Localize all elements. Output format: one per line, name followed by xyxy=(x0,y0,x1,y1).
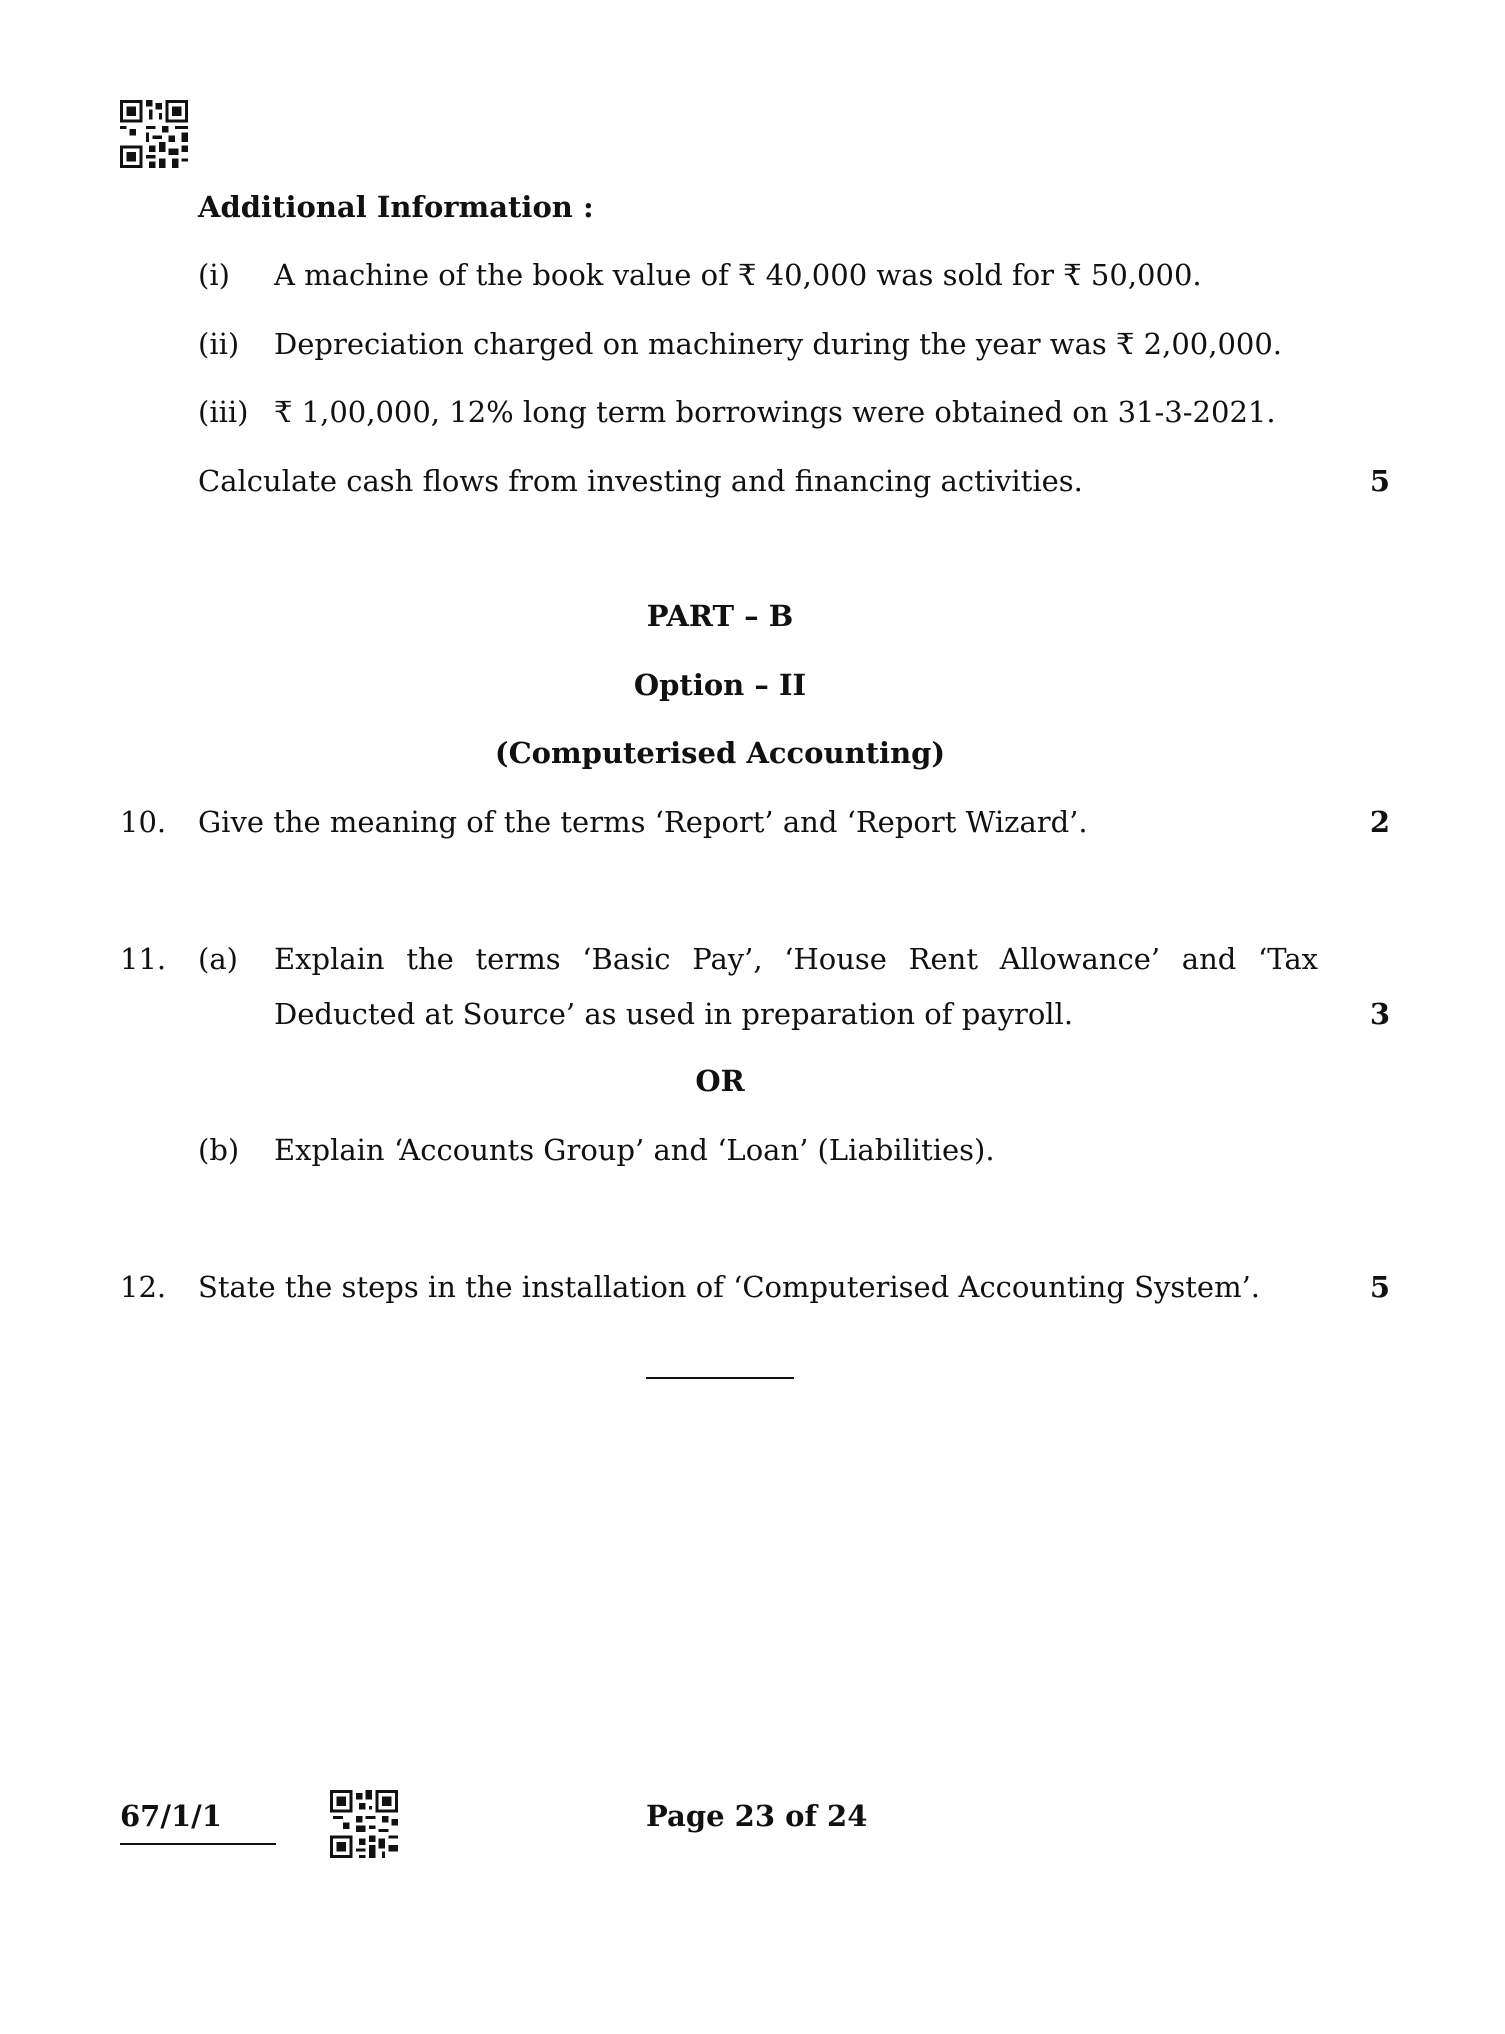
question-text: Give the meaning of the terms ‘Report’ and ‘Report Wizard’. xyxy=(198,805,1088,839)
part-title: PART – B xyxy=(646,599,794,633)
paper-code-underline xyxy=(120,1843,276,1845)
info-question: Calculate cash flows from investing and financing activities. xyxy=(198,464,1083,498)
question-number: 12. xyxy=(120,1270,167,1304)
qr-code-footer xyxy=(330,1790,398,1858)
sub-question-label: (a) xyxy=(198,942,238,976)
question-text: State the steps in the installation of ‘Computerised Accounting System’. xyxy=(198,1270,1261,1304)
marks-label: 5 xyxy=(1369,464,1390,498)
info-item-text: ₹ 1,00,000, 12% long term borrowings were obtained on 31-3-2021. xyxy=(274,395,1276,429)
marks-label: 2 xyxy=(1369,805,1390,839)
end-rule xyxy=(646,1377,794,1379)
info-item-num: (i) xyxy=(198,258,230,292)
marks-label: 5 xyxy=(1369,1270,1390,1304)
sub-question-label: (b) xyxy=(198,1133,240,1167)
info-item-text: A machine of the book value of ₹ 40,000 was sold for ₹ 50,000. xyxy=(274,258,1202,292)
additional-info-heading: Additional Information : xyxy=(198,190,594,224)
or-divider: OR xyxy=(695,1064,745,1098)
question-number: 11. xyxy=(120,942,167,976)
info-item-num: (iii) xyxy=(198,395,249,429)
part-subtitle: (Computerised Accounting) xyxy=(494,736,946,770)
marks-label: 3 xyxy=(1369,997,1390,1031)
question-text: Explain ‘Accounts Group’ and ‘Loan’ (Liabilities). xyxy=(274,1133,995,1167)
question-text: Explain the terms ‘Basic Pay’, ‘House Rent Allowance’ and ‘Tax xyxy=(274,942,1318,976)
paper-code: 67/1/1 xyxy=(120,1799,222,1833)
option-title: Option – II xyxy=(633,668,807,702)
question-number: 10. xyxy=(120,805,167,839)
info-item-num: (ii) xyxy=(198,327,240,361)
page-number: Page 23 of 24 xyxy=(646,1799,868,1833)
qr-code-top xyxy=(120,100,188,168)
info-item-text: Depreciation charged on machinery during the year was ₹ 2,00,000. xyxy=(274,327,1283,361)
question-text: Deducted at Source’ as used in preparation of payroll. xyxy=(274,997,1074,1031)
